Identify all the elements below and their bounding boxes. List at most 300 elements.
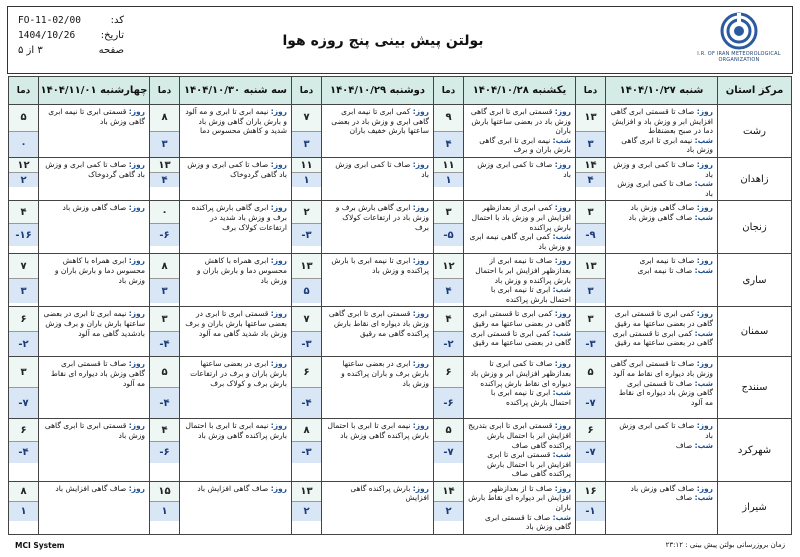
temperature-stack <box>434 254 463 303</box>
temperature-stack <box>292 254 321 303</box>
forecast-cell <box>180 307 292 357</box>
temperature-stack <box>576 158 605 187</box>
forecast-cell <box>322 105 434 158</box>
day-forecast-text: قسمتی ابری تا ابری در بعضی ساعتها بارش باران و برف وزش باد شدید گاهی مه آلود <box>185 309 287 338</box>
night-forecast-text: ابری تا نیمه ابری با احتمال بارش پراکنده <box>490 285 571 304</box>
temperature-cell <box>292 105 322 158</box>
day-label: روز: <box>696 359 713 369</box>
forecast-cell <box>39 481 150 534</box>
temperature-cell <box>9 419 39 482</box>
table-row <box>9 201 792 254</box>
forecast-cell <box>606 419 718 482</box>
min-temperature: -۳ <box>292 224 321 246</box>
max-temperature: ۵ <box>576 357 605 388</box>
meteorological-organization-logo <box>696 11 782 69</box>
max-temperature: ۱۳ <box>292 482 321 502</box>
day-label: روز: <box>270 107 287 116</box>
max-temperature: ۶ <box>434 357 463 388</box>
day-forecast-text: صاف تا نیمه ابری از بعدازظهر افزایش ابر با احتمال بارش پراکنده و وزش باد <box>475 256 571 285</box>
min-temperature: -۵ <box>434 224 463 246</box>
min-temperature: ۴ <box>576 173 605 187</box>
table-row <box>9 481 792 534</box>
temperature-cell <box>434 481 464 534</box>
night-label: شب: <box>552 512 571 522</box>
night-forecast-text: صاف تا نیمه ابری <box>637 265 693 275</box>
min-temperature: ۵ <box>292 279 321 303</box>
forecast-cell <box>606 158 718 201</box>
max-temperature: ۷ <box>292 105 321 132</box>
max-temperature: ۹ <box>434 105 463 132</box>
min-temperature: -۴ <box>150 332 179 356</box>
temperature-stack <box>576 254 605 303</box>
temperature-cell <box>150 357 180 419</box>
temperature-cell <box>9 307 39 357</box>
city-name: شهرکرد <box>718 419 792 482</box>
day-label: روز: <box>270 359 287 369</box>
temperature-cell <box>9 201 39 254</box>
temperature-cell <box>150 419 180 482</box>
table-row <box>9 105 792 158</box>
min-temperature: -۳ <box>292 332 321 356</box>
temp-column-header: دما <box>150 77 180 105</box>
min-temperature: -۴ <box>9 442 38 464</box>
day-forecast-text: صاف تا قسمتی ابری گاهی وزش باد دیواره ای نقاط مه آلود <box>610 359 713 378</box>
day-label: روز: <box>554 203 571 213</box>
temperature-stack <box>292 158 321 187</box>
day-label: روز: <box>412 359 429 369</box>
temperature-cell <box>292 357 322 419</box>
city-name: شیراز <box>718 481 792 534</box>
temperature-cell <box>9 357 39 419</box>
forecast-cell <box>322 307 434 357</box>
temperature-cell <box>9 481 39 534</box>
logo-text: I.R. OF IRAN METEOROLOGICAL ORGANIZATION <box>697 51 781 63</box>
night-forecast-text: صاف <box>675 440 693 450</box>
min-temperature: -۹ <box>576 224 605 246</box>
min-temperature: -۶ <box>434 388 463 418</box>
temperature-stack <box>9 357 38 418</box>
temperature-cell <box>576 307 606 357</box>
min-temperature: ۳ <box>9 279 38 303</box>
temperature-stack <box>9 482 38 521</box>
day-forecast-text: نیمه ابری تا ابری و مه آلود و بارش باران گاهی وزش باد شدید و کاهش محسوس دما <box>185 107 287 136</box>
day-forecast-text: کمی ابری از بعدازظهر افزایش ابر و وزش باد با احتمال بارش پراکنده <box>471 203 571 232</box>
temperature-cell <box>292 158 322 201</box>
forecast-cell <box>180 201 292 254</box>
forecast-cell <box>464 105 576 158</box>
city-column-header: مرکز استان <box>718 77 792 105</box>
max-temperature: ۸ <box>292 419 321 442</box>
temperature-cell <box>150 201 180 254</box>
max-temperature: ۸ <box>9 482 38 502</box>
forecast-cell <box>180 419 292 482</box>
night-forecast-text: نیمه ابری تا ابری گاهی بارش باران و برف <box>479 135 571 155</box>
night-forecast-text: صاف تا کمی ابری وزش باد <box>617 179 713 198</box>
table-row <box>9 419 792 482</box>
max-temperature: ۷ <box>9 254 38 279</box>
temperature-stack <box>434 158 463 187</box>
night-forecast-text: صاف <box>675 493 693 503</box>
temperature-cell <box>576 158 606 201</box>
forecast-cell <box>464 201 576 254</box>
day-label: روز: <box>554 256 571 266</box>
day-label: روز: <box>128 421 145 431</box>
night-forecast-text: نیمه ابری تا ابری گاهی وزش باد <box>621 135 713 155</box>
forecast-cell <box>180 481 292 534</box>
day-label: روز: <box>270 160 287 169</box>
max-temperature: ۱۲ <box>9 158 38 173</box>
temperature-stack <box>292 357 321 418</box>
day-label: روز: <box>128 256 145 266</box>
day-forecast-text: صاف تا از بعدازظهر افزایش ابر دیواره ای نقاط بارش باران <box>468 483 571 513</box>
code-label: کد: <box>110 15 124 26</box>
forecast-cell <box>606 105 718 158</box>
forecast-cell <box>39 254 150 307</box>
temperature-cell <box>292 419 322 482</box>
day-forecast-text: قسمتی ابری تا ابری بتدریج افزایش ابر با احتمال بارش پراکنده گاهی صاف <box>468 421 571 450</box>
day-label: روز: <box>270 256 287 266</box>
temperature-stack <box>434 307 463 356</box>
temperature-stack <box>9 307 38 356</box>
table-row <box>9 158 792 201</box>
forecast-cell <box>322 481 434 534</box>
page-title: بولتن پیش بینی پنج روزه هوا <box>282 33 484 49</box>
day-label: روز: <box>128 160 145 169</box>
max-temperature: ۸ <box>150 105 179 132</box>
max-temperature: ۳ <box>150 307 179 332</box>
forecast-cell <box>464 307 576 357</box>
min-temperature: ۱ <box>150 502 179 521</box>
temperature-stack <box>434 105 463 157</box>
day-forecast-text: صاف تا قسمتی ابری گاهی افزایش ابر و وزش باد و افزایش دما در صبح بعضنقاط <box>610 107 713 136</box>
day-forecast-text: صاف تا کمی ابری تا بعدازظهر افزایش ابر و وزش باد دیواره ای نقاط بارش پراکنده <box>470 359 571 388</box>
max-temperature: ۱۴ <box>576 158 605 173</box>
night-forecast-text: ابری تا نیمه ابری با احتمال بارش پراکنده <box>490 388 571 407</box>
min-temperature: ۰ <box>9 132 38 158</box>
max-temperature: ۰ <box>150 201 179 224</box>
day-label: روز: <box>128 107 145 116</box>
day-forecast-text: صاف تا کمی ابری و وزش باد گاهی گردوخاک <box>45 160 145 179</box>
temperature-stack <box>576 307 605 356</box>
day-label: روز: <box>412 309 429 319</box>
day-forecast-text: صاف گاهی افزایش باد <box>197 483 269 493</box>
city-name: سنندج <box>718 357 792 419</box>
day-forecast-text: صاف تا کمی ابری وزش باد <box>335 160 429 179</box>
temperature-cell <box>434 105 464 158</box>
min-temperature: ۳ <box>292 132 321 158</box>
max-temperature: ۳ <box>434 201 463 224</box>
min-temperature: -۳ <box>576 332 605 356</box>
temperature-cell <box>9 254 39 307</box>
day-forecast-text: صاف تا قسمتی ابری گاهی وزش باد دیواره ای نقاط مه آلود <box>50 359 145 388</box>
min-temperature: -۴ <box>292 388 321 418</box>
min-temperature: -۷ <box>576 442 605 464</box>
day-forecast-text: ابری گاهی بارش پراکنده برف و وزش باد شدید در ارتفاعات کولاک برف <box>191 203 287 232</box>
temperature-cell <box>9 158 39 201</box>
forecast-cell <box>322 419 434 482</box>
day-label: روز: <box>270 203 287 213</box>
max-temperature: ۱۶ <box>576 482 605 502</box>
min-temperature: -۶ <box>150 442 179 464</box>
temperature-stack <box>9 419 38 463</box>
temperature-cell <box>576 201 606 254</box>
day-forecast-text: کمی ابری تا نیمه ابری گاهی ابری و وزش باد در بعضی ساعتها بارش خفیف باران <box>331 107 429 136</box>
night-forecast-text: کمی ابری گاهی نیمه ابری و وزش باد <box>469 232 571 251</box>
day-forecast-text: صاف تا کمی ابری و وزش باد گاهی گردوخاک <box>187 160 287 179</box>
forecast-cell <box>464 254 576 307</box>
temp-column-header: دما <box>292 77 322 105</box>
min-temperature: ۱ <box>434 173 463 187</box>
day-label: روز: <box>128 483 145 493</box>
forecast-cell <box>464 419 576 482</box>
max-temperature: ۱۳ <box>292 254 321 279</box>
day-label: روز: <box>554 421 571 431</box>
day-label: روز: <box>270 421 287 431</box>
forecast-cell <box>39 158 150 201</box>
temperature-cell <box>434 357 464 419</box>
day-forecast-text: نیمه ابری تا ابری با احتمال بارش پراکنده گاهی وزش باد <box>185 421 287 440</box>
code-value: FO-11-02/00 <box>18 15 81 26</box>
day-forecast-text: صاف تا کمی ابری وزش باد <box>477 160 571 179</box>
page-label: صفحه <box>98 45 124 56</box>
max-temperature: ۱۳ <box>576 254 605 279</box>
day-label: روز: <box>412 107 429 116</box>
temperature-stack <box>576 357 605 418</box>
night-forecast-text: صاف تا قسمتی ابری گاهی وزش باد دیواره ای نقاط مه آلود <box>618 378 713 407</box>
max-temperature: ۴ <box>9 201 38 224</box>
temperature-stack <box>9 105 38 157</box>
min-temperature: ۴ <box>150 173 179 187</box>
night-label: شب: <box>694 179 713 189</box>
min-temperature: ۱ <box>292 173 321 187</box>
max-temperature: ۲ <box>292 201 321 224</box>
night-forecast-text: کمی ابری تا قسمتی ابری گاهی در بعضی ساعتها مه رقیق <box>612 328 713 348</box>
max-temperature: ۶ <box>576 419 605 442</box>
temperature-stack <box>150 254 179 303</box>
temperature-stack <box>576 201 605 246</box>
day-label: روز: <box>696 483 713 493</box>
temperature-cell <box>150 307 180 357</box>
max-temperature: ۱۱ <box>434 158 463 173</box>
city-name: ساری <box>718 254 792 307</box>
max-temperature: ۳ <box>9 357 38 388</box>
min-temperature: ۳ <box>150 279 179 303</box>
temperature-cell <box>576 105 606 158</box>
forecast-cell <box>180 158 292 201</box>
temperature-stack <box>150 105 179 157</box>
day-forecast-text: قسمتی ابری تا ابری گاهی وزش باد در بعضی ساعتها بارش باران <box>470 107 571 136</box>
day-label: روز: <box>696 421 713 431</box>
forecast-cell <box>39 201 150 254</box>
day-forecast-text: کمی ابری تا قسمتی ابری گاهی در بعضی ساعتها مه رقیق <box>472 309 571 328</box>
day-column-header: شنبه ۱۴۰۴/۱۰/۲۷ <box>606 77 718 105</box>
day-forecast-text: قسمتی ابری تا ابری گاهی وزش باد <box>44 421 145 440</box>
night-label: شب: <box>552 450 571 460</box>
forecast-cell <box>180 254 292 307</box>
table-row <box>9 307 792 357</box>
forecast-cell <box>606 357 718 419</box>
night-label: شب: <box>552 328 571 338</box>
day-forecast-text: قسمتی ابری تا نیمه ابری گاهی وزش باد <box>48 107 145 126</box>
day-forecast-text: کمی ابری تا قسمتی ابری گاهی در بعضی ساعتها مه رقیق <box>614 309 713 328</box>
max-temperature: ۱۲ <box>434 254 463 279</box>
max-temperature: ۶ <box>9 419 38 442</box>
day-forecast-text: صاف تا کمی ابری و وزش باد <box>613 160 713 179</box>
min-temperature: -۱ <box>576 502 605 521</box>
day-forecast-text: نیمه ابری تا ابری در بعضی ساعتها بارش باران و برف وزش بادشدید گاهی مه آلود <box>43 309 145 338</box>
max-temperature: ۶ <box>9 307 38 332</box>
day-label: روز: <box>270 483 287 493</box>
day-forecast-text: ابری در بعضی ساعتها بارش برف و باران پراکنده و وزش باد <box>341 359 429 388</box>
forecast-cell <box>464 481 576 534</box>
day-label: روز: <box>554 359 571 369</box>
day-forecast-text: قسمتی ابری تا ابری گاهی وزش باد دیواره ای نقاط بارش پراکنده گاهی مه رقیق <box>328 309 429 338</box>
max-temperature: ۴ <box>434 307 463 332</box>
min-temperature: ۲ <box>434 502 463 521</box>
night-label: شب: <box>552 388 571 398</box>
logo-emblem-icon <box>716 11 762 51</box>
max-temperature: ۱۱ <box>292 158 321 173</box>
day-forecast-text: ابری همراه با کاهش محسوس دما و بارش باران و وزش باد <box>196 256 287 285</box>
min-temperature: -۷ <box>434 442 463 464</box>
day-label: روز: <box>412 421 429 431</box>
day-forecast-text: صاف تا کمی ابری وزش باد <box>619 421 713 440</box>
day-label: روز: <box>128 203 145 213</box>
forecast-cell <box>464 158 576 201</box>
max-temperature: ۱۵ <box>150 482 179 502</box>
day-forecast-text: بارش پراکنده گاهی افزایش <box>350 483 429 503</box>
min-temperature: ۳ <box>150 132 179 158</box>
night-label: شب: <box>694 328 713 338</box>
table-row <box>9 254 792 307</box>
day-label: روز: <box>696 160 713 169</box>
system-name: MCI System <box>15 541 65 550</box>
night-forecast-text: صاف گاهی وزش باد <box>628 212 693 222</box>
max-temperature: ۵ <box>434 419 463 442</box>
temperature-cell <box>576 357 606 419</box>
night-forecast-text: کمی ابری تا قسمتی ابری گاهی در بعضی ساعتها مه رقیق <box>470 328 571 348</box>
day-column-header: چهارشنبه ۱۴۰۴/۱۱/۰۱ <box>39 77 150 105</box>
max-temperature: ۸ <box>150 254 179 279</box>
forecast-cell <box>39 357 150 419</box>
max-temperature: ۳ <box>576 307 605 332</box>
page-value: ۳ از ۵ <box>18 45 43 56</box>
max-temperature: ۳ <box>576 201 605 224</box>
night-label: شب: <box>552 135 571 145</box>
day-label: روز: <box>412 483 429 493</box>
temperature-cell <box>434 419 464 482</box>
night-label: شب: <box>694 440 713 450</box>
day-forecast-text: ابری گاهی بارش برف و وزش باد در ارتفاعات کولاک برف <box>335 203 429 232</box>
temp-column-header: دما <box>9 77 39 105</box>
min-temperature: ۱ <box>9 502 38 521</box>
temperature-stack <box>292 419 321 463</box>
max-temperature: ۷ <box>292 307 321 332</box>
temperature-stack <box>434 419 463 463</box>
min-temperature: ۴ <box>434 279 463 303</box>
page-footer <box>7 541 793 553</box>
temperature-stack <box>292 105 321 157</box>
day-forecast-text: ابری همراه با کاهش محسوس دما و بارش باران و وزش باد <box>54 256 145 285</box>
night-label: شب: <box>552 285 571 295</box>
temperature-cell <box>292 254 322 307</box>
night-label: شب: <box>552 232 571 242</box>
forecast-cell <box>180 357 292 419</box>
day-label: روز: <box>412 203 429 213</box>
bulletin-header <box>7 6 793 74</box>
temperature-stack <box>576 419 605 463</box>
forecast-cell <box>606 201 718 254</box>
min-temperature: -۳ <box>292 442 321 464</box>
night-forecast-text: قسمتی ابری تا ابری افزایش ابر با احتمال بارش پراکنده گاهی صاف <box>487 450 571 479</box>
temperature-stack <box>292 307 321 356</box>
forecast-cell <box>464 357 576 419</box>
temperature-cell <box>434 254 464 307</box>
min-temperature: -۷ <box>9 388 38 418</box>
day-label: روز: <box>554 483 571 493</box>
forecast-cell <box>606 254 718 307</box>
day-label: روز: <box>412 160 429 169</box>
temperature-stack <box>434 357 463 418</box>
day-column-header: یکشنبه ۱۴۰۴/۱۰/۲۸ <box>464 77 576 105</box>
night-label: شب: <box>694 135 713 145</box>
temperature-cell <box>576 254 606 307</box>
day-forecast-text: صاف گاهی وزش باد <box>630 203 695 213</box>
day-forecast-text: صاف گاهی افزایش باد <box>55 483 127 493</box>
update-time-note: زمان بروزرسانی بولتن پیش بینی : ۲۳:۱۲ <box>665 541 785 549</box>
min-temperature: ۳ <box>576 279 605 303</box>
max-temperature: ۱۴ <box>434 482 463 502</box>
temperature-stack <box>434 201 463 246</box>
temperature-cell <box>150 158 180 201</box>
day-label: روز: <box>128 359 145 369</box>
day-label: روز: <box>554 160 571 169</box>
day-forecast-text: ابری تا نیمه ابری با بارش پراکنده و وزش باد <box>331 256 429 275</box>
forecast-cell <box>39 307 150 357</box>
forecast-cell <box>39 419 150 482</box>
day-forecast-text: ابری در بعضی ساعتها بارش باران و برف در ارتفاعات بارش برف و کولاک برف <box>190 359 287 388</box>
temperature-cell <box>292 201 322 254</box>
date-label: تاریخ: <box>100 30 124 41</box>
min-temperature: ۲ <box>9 173 38 187</box>
temperature-stack <box>576 482 605 521</box>
temperature-stack <box>150 419 179 463</box>
city-name: سمنان <box>718 307 792 357</box>
temperature-cell <box>9 105 39 158</box>
temperature-cell <box>292 307 322 357</box>
day-column-header: سه شنبه ۱۴۰۴/۱۰/۳۰ <box>180 77 292 105</box>
min-temperature: -۲ <box>9 332 38 356</box>
forecast-cell <box>606 307 718 357</box>
temperature-stack <box>150 307 179 356</box>
day-label: روز: <box>554 309 571 319</box>
table-row <box>9 357 792 419</box>
day-forecast-text: صاف تا نیمه ابری <box>639 256 695 266</box>
forecast-table-body <box>9 105 792 535</box>
temperature-cell <box>150 481 180 534</box>
temp-column-header: دما <box>576 77 606 105</box>
forecast-table-header <box>9 77 792 105</box>
max-temperature: ۵ <box>150 357 179 388</box>
day-forecast-text: صاف گاهی وزش باد <box>630 483 695 493</box>
day-label: روز: <box>696 203 713 213</box>
city-name: زاهدان <box>718 158 792 201</box>
city-name: زنجان <box>718 201 792 254</box>
temperature-cell <box>576 481 606 534</box>
min-temperature: ۳ <box>576 132 605 158</box>
temperature-stack <box>434 482 463 521</box>
temperature-stack <box>150 357 179 418</box>
